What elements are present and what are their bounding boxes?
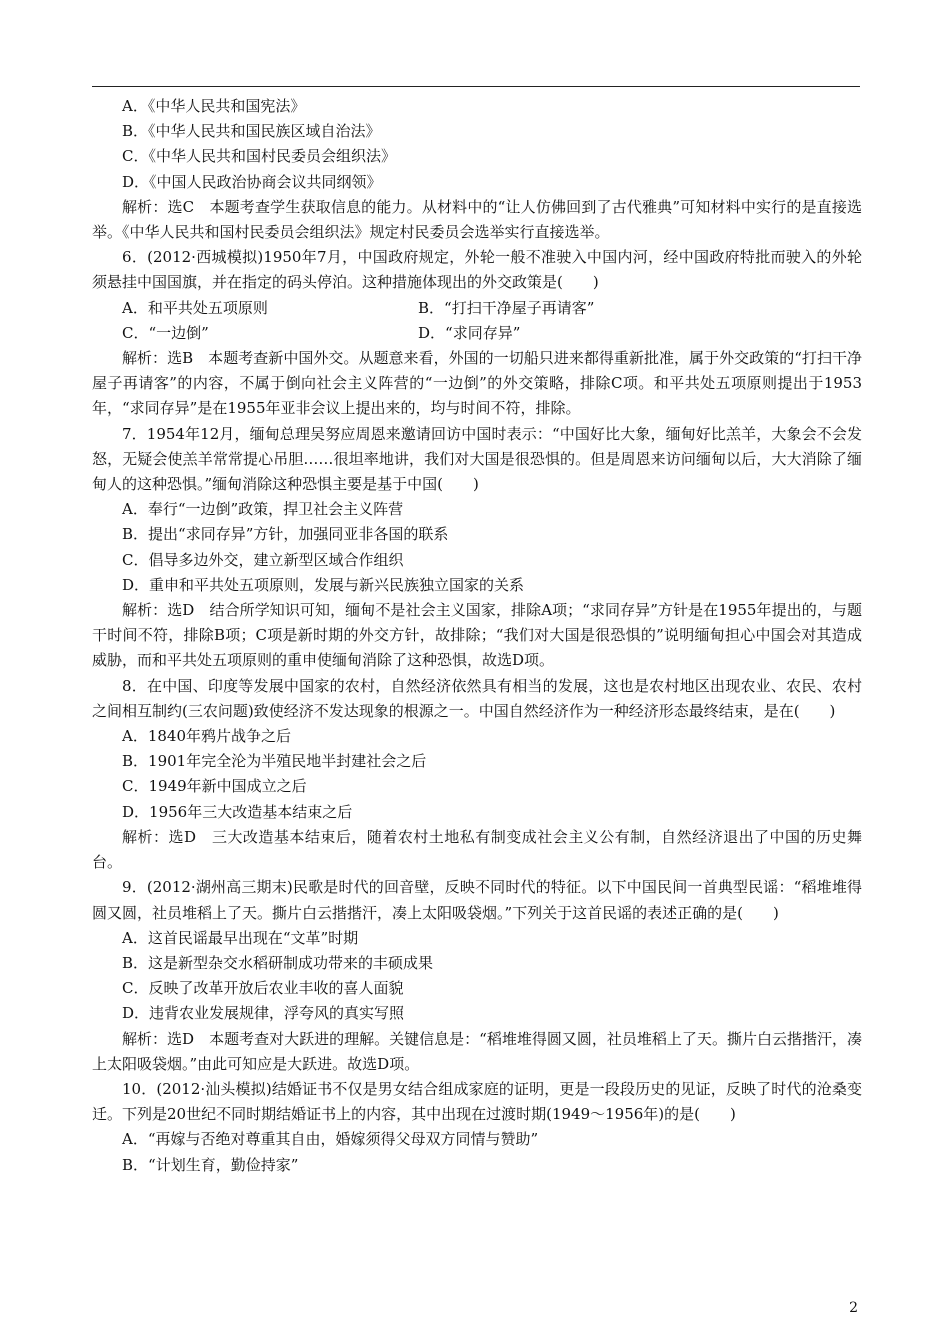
option-row [92, 321, 862, 346]
option-line: D．违背农业发展规律，浮夸风的真实写照 [122, 1004, 405, 1023]
option-line: A．1840年鸦片战争之后 [122, 727, 292, 746]
header-rule [92, 86, 860, 87]
option-text: D．“求同存异” [418, 323, 521, 342]
paragraph: 解析：选D 结合所学知识可知，缅甸不是社会主义国家，排除A项；“求同存异”方针是在1955年提出的，与题干时间不符，排除B项；C项是新时期的外交方针，故排除；“我们对大国是很恐惧的”说明缅甸担心中国会对其造成威胁，而和平共处五项原则的重申使缅甸消除了这种恐惧，故选D项。 [92, 601, 862, 670]
option-line: C．倡导多边外交，建立新型区域合作组织 [122, 550, 404, 569]
option-line: A．这首民谣最早出现在“文革”时期 [122, 928, 359, 947]
option-line: C．反映了改革开放后农业丰收的喜人面貌 [122, 979, 404, 998]
option-line: B．“计划生育，勤俭持家” [122, 1155, 299, 1174]
paragraph: 7．1954年12月，缅甸总理吴努应周恩来邀请回访中国时表示：“中国好比大象，缅甸好比羔羊，大象会不会发怒，无疑会使羔羊常常提心吊胆……很坦率地讲，我们对大国是很恐惧的。但是周恩来访问缅甸以后，大大消除了缅甸人的这种恐惧。”缅甸消除这种恐惧主要是基于中国( ) [92, 424, 862, 494]
option-text: C．“一边倒” [122, 323, 209, 342]
page-content [92, 94, 862, 1178]
paragraph: 10．(2012·汕头模拟)结婚证书不仅是男女结合组成家庭的证明，更是一段段历史的见证，反映了时代的沧桑变迁。下列是20世纪不同时期结婚证书上的内容，其中出现在过渡时期(1949～1956年)的是( ) [92, 1079, 862, 1124]
option-text: B．“打扫干净屋子再请客” [418, 298, 595, 317]
paragraph: 9．(2012·湖州高三期末)民歌是时代的回音壁，反映不同时代的特征。以下中国民间一首典型民谣：“稻堆堆得圆又圆，社员堆稻上了天。撕片白云揩揩汗，凑上太阳吸袋烟。”下列关于这首民谣的表述正确的是( ) [92, 878, 862, 922]
option-line: A．“再嫁与否绝对尊重其自由，婚嫁须得父母双方同情与赞助” [122, 1130, 539, 1149]
paragraph: 解析：选B 本题考查新中国外交。从题意来看，外国的一切船只进来都得重新批准，属于外交政策的“打扫干净屋子再请客”的内容，不属于倒向社会主义阵营的“一边倒”的外交策略，排除C项。和平共处五项原则提出于1953年，“求同存异”是在1955年亚非会议上提出来的，均与时间不符，排除。 [92, 349, 862, 418]
option-line: B．这是新型杂交水稻研制成功带来的丰硕成果 [122, 953, 434, 972]
option-line: C．1949年新中国成立之后 [122, 777, 307, 796]
paragraph: 解析：选C 本题考查学生获取信息的能力。从材料中的“让人仿佛回到了古代雅典”可知材料中实行的是直接选举。《中华人民共和国村民委员会组织法》规定村民委员会选举实行直接选举。 [92, 197, 862, 242]
paragraph: 解析：选D 三大改造基本结束后，随着农村土地私有制变成社会主义公有制，自然经济退出了中国的历史舞台。 [92, 827, 862, 872]
paragraph: 8．在中国、印度等发展中国家的农村，自然经济依然具有相当的发展，这也是农村地区出现农业、农民、农村之间相互制约(三农问题)致使经济不发达现象的根源之一。中国自然经济作为一种经济形态最终结束，是在( ) [92, 676, 862, 720]
option-text: A．和平共处五项原则 [122, 298, 268, 317]
option-line: A．《中华人民共和国宪法》 [122, 97, 306, 115]
page-number: 2 [849, 1300, 858, 1316]
option-line: B．《中华人民共和国民族区域自治法》 [122, 122, 381, 141]
option-line: C．《中华人民共和国村民委员会组织法》 [122, 147, 396, 166]
option-line: D．《中国人民政治协商会议共同纲领》 [122, 172, 382, 191]
option-row [92, 296, 862, 321]
option-line: D．1956年三大改造基本结束之后 [122, 802, 353, 821]
option-line: A．奉行“一边倒”政策，捍卫社会主义阵营 [122, 500, 404, 519]
paragraph: 6．(2012·西城模拟)1950年7月，中国政府规定，外轮一般不准驶入中国内河，经中国政府特批而驶入的外轮须悬挂中国国旗，并在指定的码头停泊。这种措施体现出的外交政策是( ) [92, 248, 862, 292]
option-line: B．提出“求同存异”方针，加强同亚非各国的联系 [122, 525, 449, 544]
option-line: B．1901年完全沦为半殖民地半封建社会之后 [122, 752, 427, 771]
option-line: D．重申和平共处五项原则，发展与新兴民族独立国家的关系 [122, 575, 525, 594]
paragraph: 解析：选D 本题考查对大跃进的理解。关键信息是：“稻堆堆得圆又圆，社员堆稻上了天。撕片白云揩揩汗，凑上太阳吸袋烟。”由此可知应是大跃进。故选D项。 [92, 1029, 862, 1073]
